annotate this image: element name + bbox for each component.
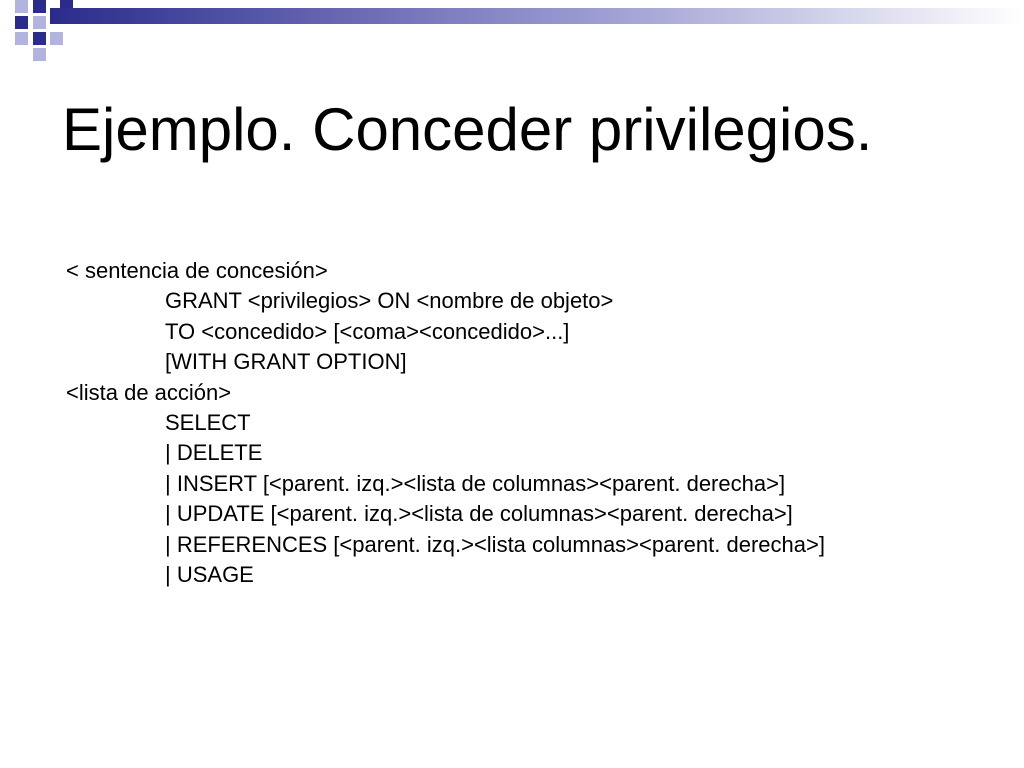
body-line: | REFERENCES [<parent. izq.><lista columnas><parent. derecha>] <box>165 531 825 557</box>
deco-square <box>33 32 46 45</box>
body-line: | DELETE <box>165 440 263 466</box>
deco-square <box>33 0 46 13</box>
body-line: SELECT <box>165 409 251 435</box>
deco-square <box>33 48 46 61</box>
body-line: < sentencia de concesión> <box>66 258 328 283</box>
body-line: | UPDATE [<parent. izq.><lista de columnas><parent. derecha>] <box>165 501 793 527</box>
slide-title: Ejemplo. Conceder privilegios. <box>62 96 873 163</box>
body-line: [WITH GRANT OPTION] <box>165 349 407 375</box>
header-decoration <box>0 0 1024 64</box>
slide-body <box>66 256 1006 590</box>
deco-square <box>60 0 73 8</box>
deco-square <box>15 0 28 13</box>
deco-square <box>15 16 28 29</box>
body-line: GRANT <privilegios> ON <nombre de objeto> <box>165 288 614 314</box>
header-gradient-bar <box>50 8 1024 24</box>
body-line: TO <concedido> [<coma><concedido>...] <box>165 318 570 344</box>
body-line: | USAGE <box>165 561 254 587</box>
deco-square <box>50 32 63 45</box>
deco-square <box>33 16 46 29</box>
body-line: | INSERT [<parent. izq.><lista de columnas><parent. derecha>] <box>165 470 786 496</box>
body-line: <lista de acción> <box>66 379 232 405</box>
deco-square <box>15 32 28 45</box>
